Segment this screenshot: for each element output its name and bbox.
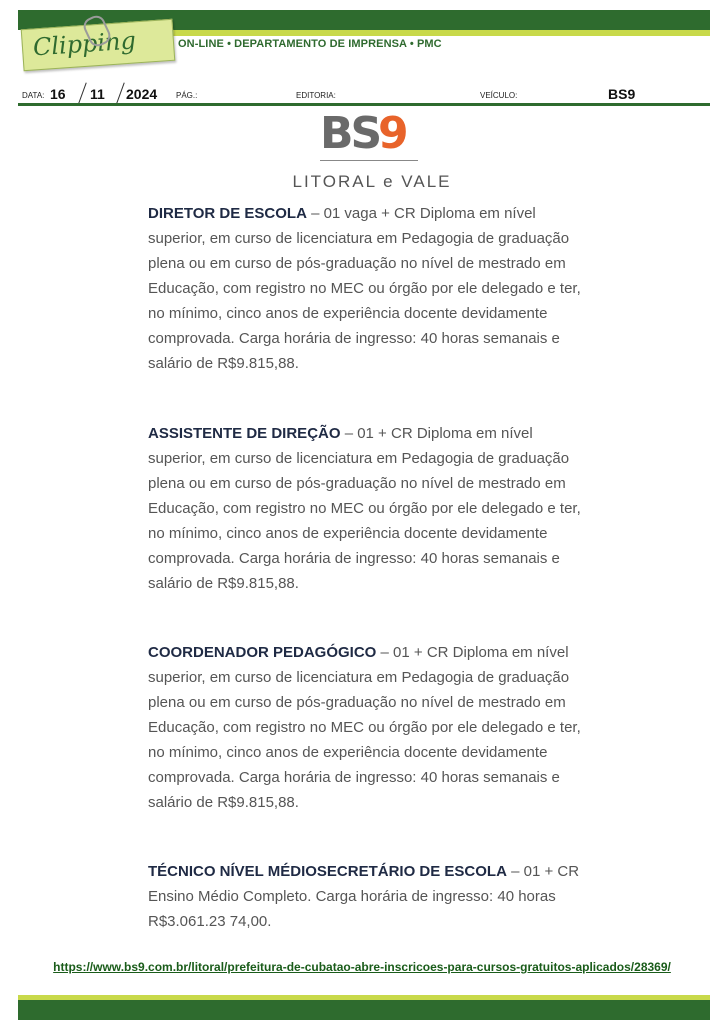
- veiculo-label: VEÍCULO:: [480, 91, 518, 100]
- logo-nine: 9: [378, 108, 409, 159]
- date-year: 2024: [126, 86, 158, 102]
- job-description: – 01 + CR Diploma em nível superior, em curso de licenciatura em Pedagogia de graduação plena ou em curso de pós-graduação no nível de mestrado em Educação, com registro no MEC ou órgão por ele delegado e ter, no mínimo, cinco anos de experiência docente devidamente comprovada. Carga horária de ingresso: 40 horas semanais e salário de R$9.815,88.: [148, 425, 581, 592]
- job-heading: ASSISTENTE DE DIREÇÃO: [148, 425, 341, 442]
- job-description: – 01 + CR Ensino Médio Completo. Carga horária de ingresso: 40 horas R$3.061.23 74,00.: [148, 863, 580, 930]
- job-section: [148, 640, 588, 815]
- bs9-logo: [320, 108, 420, 162]
- logo-underline: [320, 160, 418, 161]
- job-heading: COORDENADOR PEDAGÓGICO: [148, 644, 377, 661]
- meta-row: [22, 84, 712, 104]
- job-section: [148, 201, 588, 376]
- logo-subtitle: LITORAL e VALE: [292, 172, 452, 191]
- meta-divider: [18, 103, 710, 106]
- job-description: – 01 vaga + CR Diploma em nível superior, em curso de licenciatura em Pedagogia de graduação plena ou em curso de pós-graduação no nível de mestrado em Educação, com registro no MEC ou órgão por ele delegado e ter, no mínimo, cinco anos de experiência docente devidamente comprovada. Carga horária de ingresso: 40 horas semanais e salário de R$9.815,88.: [148, 205, 581, 372]
- date-label: DATA:: [22, 91, 45, 100]
- header-accent-bar: [160, 30, 710, 36]
- department-label: ON-LINE • DEPARTAMENTO DE IMPRENSA • PMC: [178, 38, 442, 50]
- page-label: PÁG.:: [176, 91, 198, 100]
- footer-bar: [18, 1000, 710, 1020]
- date-day: 16: [50, 86, 66, 102]
- date-separator: [78, 82, 86, 103]
- source-link[interactable]: https://www.bs9.com.br/litoral/prefeitura-de-cubatao-abre-inscricoes-para-cursos-gratuitos-aplicados/28369/: [53, 960, 671, 974]
- date-month: 11: [90, 86, 105, 102]
- job-heading: TÉCNICO NÍVEL MÉDIOSECRETÁRIO DE ESCOLA: [148, 863, 507, 880]
- date-separator: [116, 82, 124, 103]
- logo-bs: BS: [320, 108, 380, 159]
- job-section: [148, 421, 588, 596]
- job-description: – 01 + CR Diploma em nível superior, em curso de licenciatura em Pedagogia de graduação plena ou em curso de pós-graduação no nível de mestrado em Educação, com registro no MEC ou órgão por ele delegado e ter, no mínimo, cinco anos de experiência docente devidamente comprovada. Carga horária de ingresso: 40 horas semanais e salário de R$9.815,88.: [148, 644, 581, 811]
- job-heading: DIRETOR DE ESCOLA: [148, 205, 307, 222]
- veiculo-value: BS9: [608, 86, 636, 102]
- editoria-label: EDITORIA:: [296, 91, 336, 100]
- clipping-label: Clipping: [32, 26, 137, 62]
- job-section: [148, 859, 588, 934]
